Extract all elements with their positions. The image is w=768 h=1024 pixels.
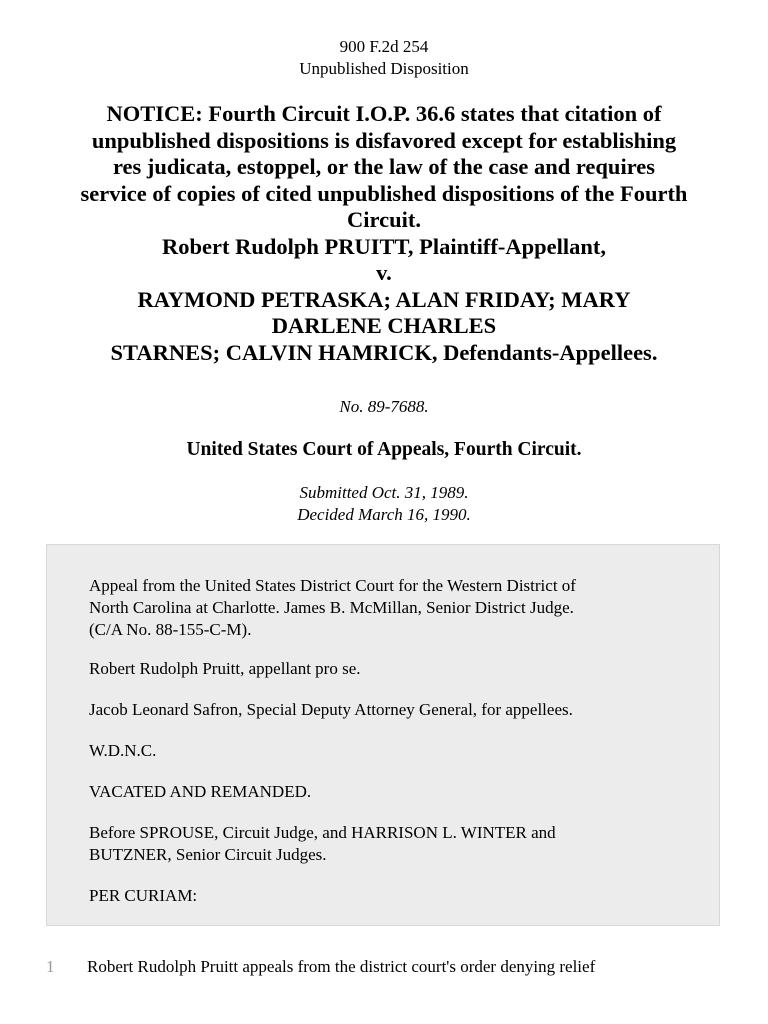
case-summary-box bbox=[46, 544, 720, 926]
caption-defendants-line: RAYMOND PETRASKA; ALAN FRIDAY; MARY bbox=[137, 286, 631, 312]
submitted-date: Submitted Oct. 31, 1989. bbox=[299, 483, 469, 502]
panel-judges bbox=[89, 822, 689, 866]
paragraph-text: Robert Rudolph Pruitt appeals from the district court's order denying relief bbox=[87, 957, 596, 976]
panel-judges-line: BUTZNER, Senior Circuit Judges. bbox=[89, 845, 327, 864]
case-citation-header bbox=[0, 36, 768, 80]
per-curiam-label: PER CURIAM: bbox=[89, 886, 198, 905]
notice-line: res judicata, estoppel, or the law of the case and requires bbox=[112, 154, 656, 179]
appeal-origin-line: (C/A No. 88-155-C-M). bbox=[89, 620, 252, 639]
disposition-type: Unpublished Disposition bbox=[299, 59, 469, 78]
case-dates bbox=[0, 482, 768, 526]
appeal-origin bbox=[89, 575, 689, 641]
notice-line: unpublished dispositions is disfavored except for establishing bbox=[91, 127, 677, 153]
docket-number: No. 89-7688. bbox=[339, 397, 429, 416]
notice-and-caption bbox=[40, 101, 728, 366]
district-abbreviation: W.D.N.C. bbox=[89, 741, 157, 760]
caption-defendants-line: STARNES; CALVIN HAMRICK, Defendants-Appellees. bbox=[110, 339, 658, 365]
notice-line: service of copies of cited unpublished dispositions of the Fourth bbox=[80, 180, 688, 206]
caption-defendants-line: DARLENE CHARLES bbox=[271, 313, 497, 338]
paragraph-number: 1 bbox=[46, 957, 55, 976]
appellee-counsel: Jacob Leonard Safron, Special Deputy Attorney General, for appellees. bbox=[89, 700, 573, 719]
appellant-counsel: Robert Rudolph Pruitt, appellant pro se. bbox=[89, 659, 361, 678]
caption-plaintiff: Robert Rudolph PRUITT, Plaintiff-Appellant, bbox=[161, 233, 606, 259]
appeal-origin-line: North Carolina at Charlotte. James B. McMillan, Senior District Judge. bbox=[89, 598, 574, 617]
reporter-citation: 900 F.2d 254 bbox=[339, 37, 429, 56]
appeal-origin-line: Appeal from the United States District Court for the Western District of bbox=[89, 576, 576, 595]
notice-line: NOTICE: Fourth Circuit I.O.P. 36.6 states that citation of bbox=[106, 101, 662, 126]
disposition-ruling: VACATED AND REMANDED. bbox=[89, 782, 312, 801]
court-name: United States Court of Appeals, Fourth Circuit. bbox=[186, 439, 582, 460]
notice-line: Circuit. bbox=[347, 207, 421, 232]
caption-versus: v. bbox=[376, 260, 392, 285]
panel-judges-line: Before SPROUSE, Circuit Judge, and HARRISON L. WINTER and bbox=[89, 823, 556, 842]
decided-date: Decided March 16, 1990. bbox=[297, 505, 471, 524]
